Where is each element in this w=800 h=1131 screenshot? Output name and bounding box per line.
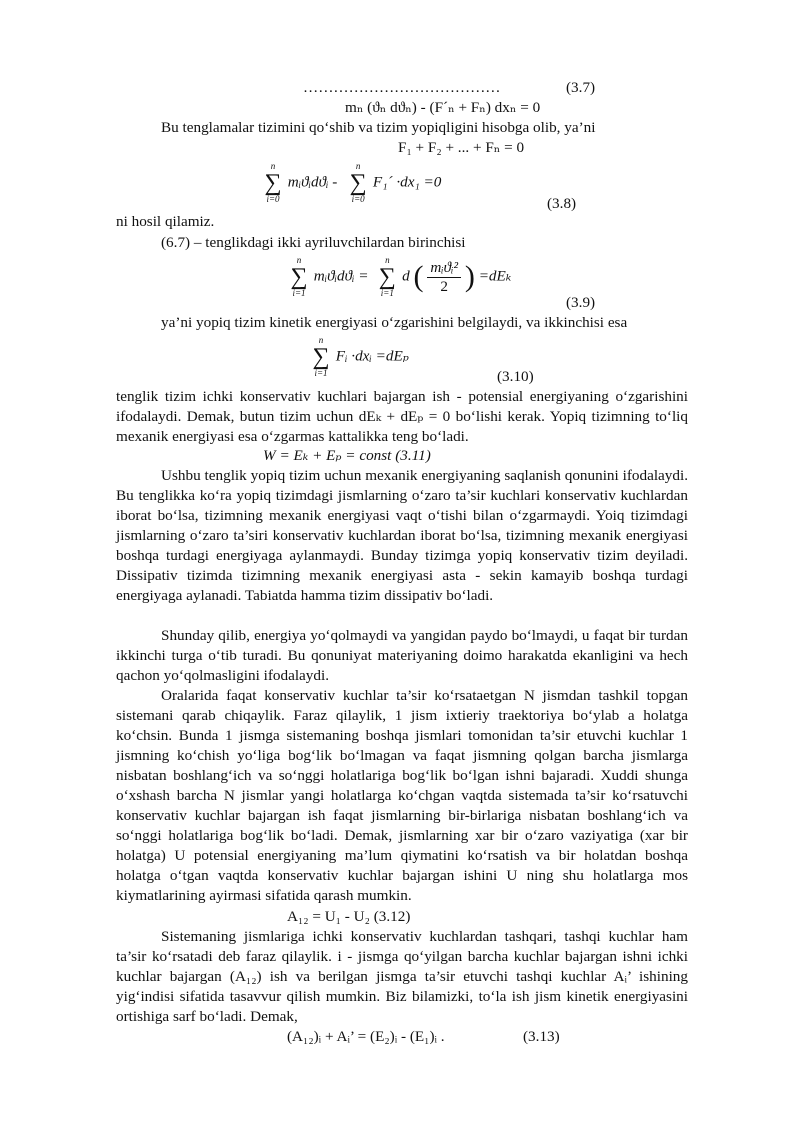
equation-number-3-7: (3.7) xyxy=(566,79,596,96)
equation-3-11: W = Eₖ + Eₚ = const (3.11) xyxy=(263,447,431,464)
paragraph-second-term: ya’ni yopiq tizim kinetik energiyasi o‘zgarishini belgilaydi, va ikkinchisi esa xyxy=(161,314,628,331)
equation-3-9-fraction: $\frac{\text{mᵢϑᵢ²}}{2}$ xyxy=(427,259,461,296)
summation-symbol: n ∑ i=1 xyxy=(312,335,330,378)
equation-3-9-differential: d xyxy=(402,267,410,285)
equation-3-8 xyxy=(262,162,441,204)
equation-3-10 xyxy=(310,336,409,378)
paragraph-first-term: (6.7) – tenglikdagi ikki ayriluvchilardan birinchisi xyxy=(161,234,466,251)
equation-number-3-13: (3.13) xyxy=(523,1028,560,1045)
paragraph-energy-transform: Shunday qilib, energiya yo‘qolmaydi va yangidan paydo bo‘lmaydi, u faqat bir turdan ikkinchi turga o‘tib turadi. Bu qonuniyat materiyaning doimo harakatda ekanligini va hech qachon yo‘qolmasligini ifodalaydi. xyxy=(116,627,688,684)
equation-3-7: mₙ (ϑₙ dϑₙ) - (F´ₙ + Fₙ) dxₙ = 0 xyxy=(345,99,541,116)
summation-symbol: n ∑ i=1 xyxy=(290,255,308,298)
paragraph-external-forces: Sistemaning jismlariga ichki konservativ kuchlardan tashqari, tashqi kuchlar ham ta’sir ko‘rsatadi deb faraz qilaylik. i - jismga qo‘yilgan barcha kuchlar bajargan ishni ichki kuchlar bajargan (A₁₂) ish va berilgan jismga ta’sir etuvchi tashqi kuchlar Aᵢ’ ishining yig‘indisi sifatida tasavvur qilish mumkin. Biz bilamizki, to‘la ish jism kinetik energiyasini ortishiga sarf bo‘ladi. Demak, xyxy=(116,928,688,1025)
paragraph-n-body-system: Oralarida faqat konservativ kuchlar ta’sir ko‘rsataetgan N jismdan tashkil topgan sistemani qarab chiqaylik. Faraz qilaylik, 1 jism ixtieriy traektoriya bo‘ylab a holatga ko‘chsin. Bunda 1 jismga sistemaning boshqa jismlari tomonidan ta’sir etuvchi kuchlar 1 jismning ko‘chish yo‘liga bog‘lik bo‘lmagan va faqat jismning qolgan barcha jismlarga nisbatan boshlang‘ich va so‘nggi holatlariga bog‘lik bo‘lgan ishni bajaradi. Xuddi shunga o‘xshash barcha N jismlar yangi holatlarga ko‘chgan vaqtda sistemada ta’sir ko‘rsatuvchi konservativ kuchlar bajargan ish faqat jismlarning bir-birlariga nisbatan boshlang‘ich va so‘nggi holatlariga bog‘lik bo‘ladi. Demak, jismlarning xar bir o‘zaro vaziyatiga (xar bir holatga) U potensial energiyaning ma’lum qiymatini ko‘rsatish va bir holatdan boshqa holatga o‘tgan vaqtda konservativ kuchlar bajargan ishini U ning shu holatlarga mos kiymatlarining ayirmasi sifatida qarash mumkin. xyxy=(116,687,688,904)
equation-3-13: (A₁₂)ᵢ + Aᵢ’ = (E₂)ᵢ - (E₁)ᵢ . xyxy=(287,1028,445,1045)
equation-3-10-body: Fᵢ ·dxᵢ =dEₚ xyxy=(335,347,409,365)
equation-3-8-right: F₁´ ·dx₁ =0 xyxy=(372,173,442,191)
equation-forces-sum: F₁ + F₂ + ... + Fₙ = 0 xyxy=(398,139,525,156)
summation-symbol: n ∑ i=1 xyxy=(378,255,396,298)
paragraph-conservation-law: Ushbu tenglik yopiq tizim uchun mexanik energiyaning saqlanish qonunini ifodalaydi. Bu tenglikka ko‘ra yopiq tizimdagi jismlarning o‘zaro ta’sir kuchlari konservativ kuchlardan iborat bo‘lsa, tizimning mexanik energiyasi vaqt o‘tishi bilan o‘zgarmaydi. Yoiq tizimdagi jismlarning o‘zaro ta’siri konservativ kuchlardan iborat bo‘lsa, tizimning mexanik energiyasi boshqa turdagi energiyaga aylanmaydi. Bunday tizimga yopiq konservativ tizim deyiladi. Dissipativ tizimda tizimning mexanik energiyasi asta - sekin kamayib boshqa turdagi energiyaga aylanadi. Tabiatda hamma tizim dissipativ bo‘ladi. xyxy=(116,467,688,604)
dots-line: ………………………………… xyxy=(303,79,501,96)
equation-3-12: A₁₂ = U₁ - U₂ (3.12) xyxy=(287,908,411,925)
equation-number-3-8: (3.8) xyxy=(547,195,577,212)
paragraph-potential-energy: tenglik tizim ichki konservativ kuchlari bajargan ish - potensial energiyaning o‘zgarishini ifodalaydi. Demak, butun tizim uchun dEₖ + dEₚ = 0 bo‘lishi kerak. Yopiq tizimning to‘liq mexanik energiyasi esa o‘zgarmas kattalikka teng bo‘ladi. xyxy=(116,388,688,445)
paragraph-intro: Bu tenglamalar tizimini qo‘shib va tizim yopiqligini hisobga olib, ya’ni xyxy=(161,119,596,136)
equation-3-9-right: =dEₖ xyxy=(478,267,512,285)
paragraph-result: ni hosil qilamiz. xyxy=(116,213,215,230)
summation-symbol: n ∑ i=0 xyxy=(264,161,282,204)
right-paren: ) xyxy=(464,260,475,293)
equation-3-9 xyxy=(288,256,511,298)
left-paren: ( xyxy=(413,260,424,293)
equation-3-9-left: mᵢϑᵢdϑᵢ = xyxy=(313,267,369,285)
equation-3-8-left: mᵢϑᵢdϑᵢ - xyxy=(287,173,338,191)
equation-number-3-9: (3.9) xyxy=(566,294,596,311)
summation-symbol: n ∑ i=0 xyxy=(349,161,367,204)
equation-number-3-10: (3.10) xyxy=(497,368,534,385)
